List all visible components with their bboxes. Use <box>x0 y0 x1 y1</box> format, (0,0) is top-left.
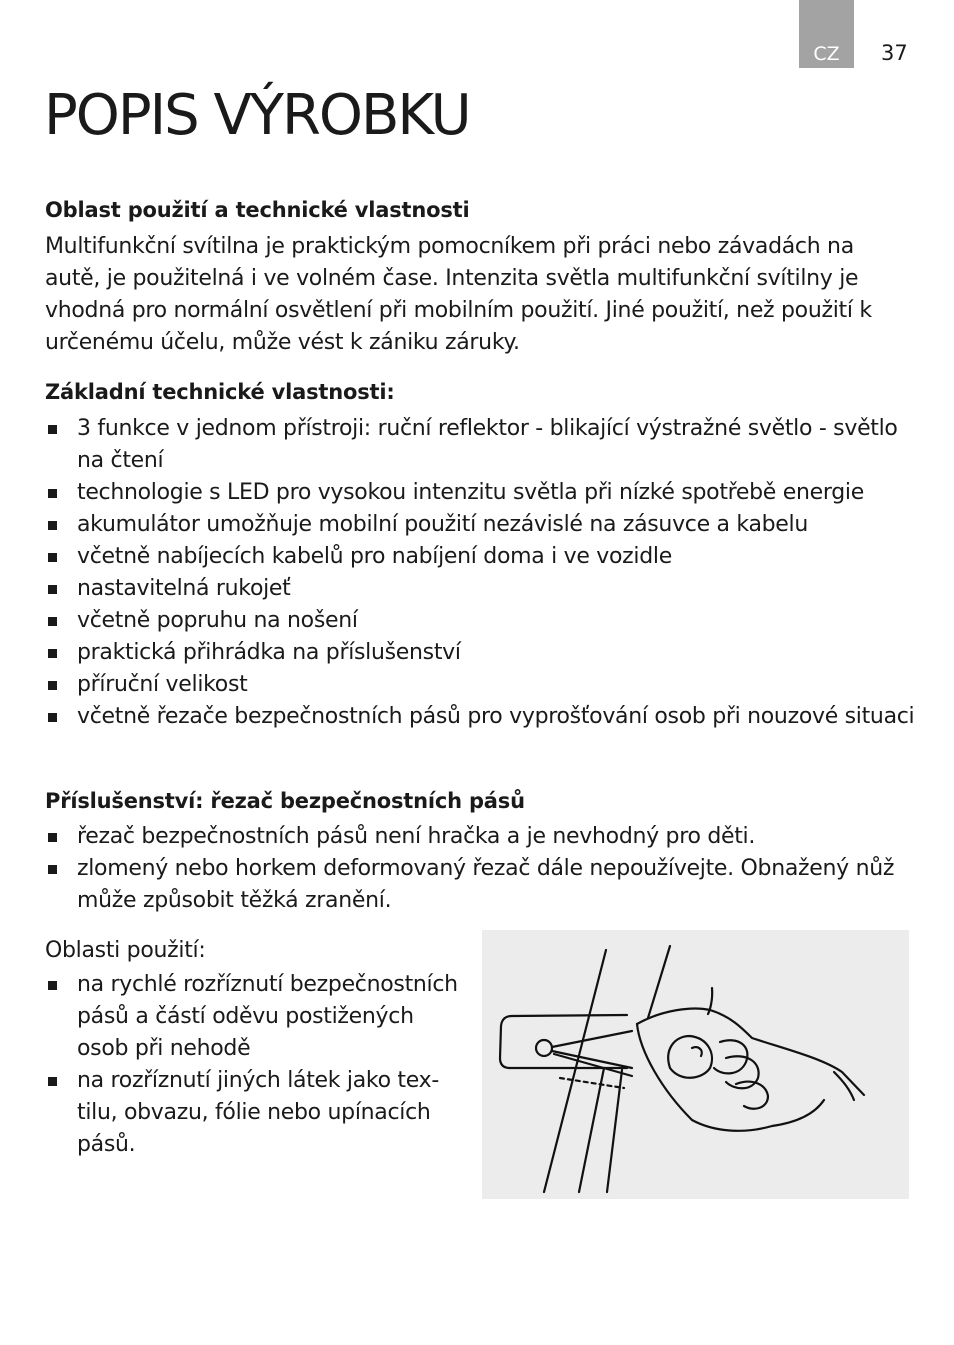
usage-paragraph: Multifunkční svítilna je praktickým pomocníkem při práci nebo závadách na autě, je použitelná i ve volném čase. Intenzita světla multifunkční svítilny je vhodná pro normální osvětlení při mobilním použití. Jiné použití, než použití k určenému účelu, může vést k zániku záruky. <box>45 234 872 355</box>
list-item-text: včetně popruhu na nošení <box>77 608 358 633</box>
features-list <box>45 413 920 733</box>
list-item <box>45 413 920 477</box>
list-item-text: 3 funkce v jednom přístroji: ruční reflektor - blikající výstražné světlo - světlo na čtení <box>77 416 898 473</box>
list-item-text: technologie s LED pro vysokou intenzitu světla při nízké spotřebě energie <box>77 480 864 505</box>
bullet-icon <box>48 425 57 434</box>
bullet-icon <box>48 865 57 874</box>
list-item-text: na rozříznutí jiných látek jako tex-tilu, obvazu, fólie nebo upínacích pásů. <box>77 1068 439 1157</box>
section-heading-features: Základní technické vlastnosti: <box>45 380 395 404</box>
list-item-text: řezač bezpečnostních pásů není hračka a je nevhodný pro děti. <box>77 824 756 849</box>
section-heading-accessory: Příslušenství: řezač bezpečnostních pásů <box>45 789 525 813</box>
accessory-warnings-list <box>45 821 915 917</box>
list-item <box>45 477 920 509</box>
belt-cutter-illustration <box>482 930 909 1199</box>
list-item <box>45 541 920 573</box>
list-item <box>45 669 920 701</box>
list-item-text: včetně nabíjecích kabelů pro nabíjení doma i ve vozidle <box>77 544 672 569</box>
list-item <box>45 509 920 541</box>
bullet-icon <box>48 713 57 722</box>
bullet-icon <box>48 981 57 990</box>
bullet-icon <box>48 833 57 842</box>
list-item <box>45 701 920 733</box>
section-heading-usage: Oblast použití a technické vlastnosti <box>45 198 470 222</box>
bullet-icon <box>48 521 57 530</box>
list-item-text: zlomený nebo horkem deformovaný řezač dále nepoužívejte. Obnažený nůž může způsobit těžká zranění. <box>77 856 895 913</box>
list-item <box>45 853 915 917</box>
list-item <box>45 573 920 605</box>
list-item-text: příruční velikost <box>77 672 248 697</box>
list-item <box>45 969 465 1065</box>
bullet-icon <box>48 649 57 658</box>
list-item <box>45 1065 465 1161</box>
usage-areas-list <box>45 969 465 1161</box>
list-item-text: akumulátor umožňuje mobilní použití nezávislé na zásuvce a kabelu <box>77 512 808 537</box>
page-number: 37 <box>881 41 908 65</box>
list-item <box>45 821 915 853</box>
list-item-text: nastavitelná rukojeť <box>77 576 291 601</box>
hand-with-belt-cutter-icon <box>482 930 909 1199</box>
bullet-icon <box>48 553 57 562</box>
usage-areas-label: Oblasti použití: <box>45 938 206 963</box>
list-item-text: praktická přihrádka na příslušenství <box>77 640 461 665</box>
list-item <box>45 637 920 669</box>
bullet-icon <box>48 681 57 690</box>
list-item-text: na rychlé rozříznutí bezpečnostních pásů a částí oděvu postižených osob při nehodě <box>77 972 458 1061</box>
bullet-icon <box>48 585 57 594</box>
list-item-text: včetně řezače bezpečnostních pásů pro vyprošťování osob při nouzové situaci <box>77 704 915 729</box>
page-title: POPIS VÝROBKU <box>44 83 470 148</box>
list-item <box>45 605 920 637</box>
language-tab: CZ <box>799 0 854 68</box>
bullet-icon <box>48 617 57 626</box>
bullet-icon <box>48 489 57 498</box>
bullet-icon <box>48 1077 57 1086</box>
